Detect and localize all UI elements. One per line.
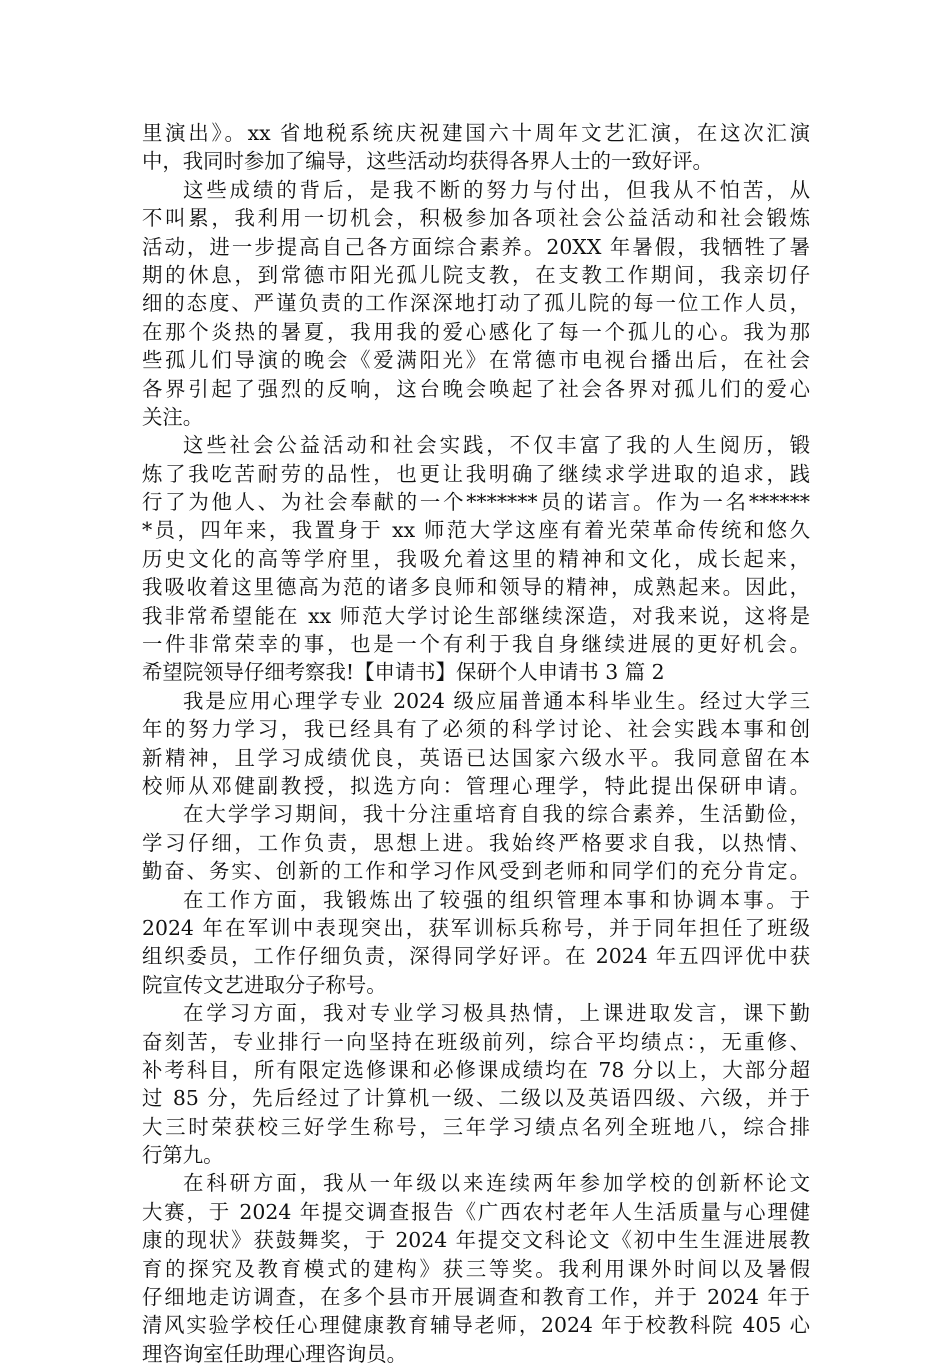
text-line: 校师从邓健副教授，拟选方向：管理心理学，特此提出保研申请。 xyxy=(142,773,810,798)
text-line: 过 85 分，先后经过了计算机一级、二级以及英语四级、六级，并于 xyxy=(142,1086,810,1111)
text-line: 康的现状》获鼓舞奖，于 2024 年提交文科论文《初中生生涯进展教 xyxy=(142,1228,810,1253)
text-line: 学习仔细，工作负责，思想上进。我始终严格要求自我，以热情、 xyxy=(142,830,810,855)
text-line: 组织委员，工作仔细负责，深得同学好评。在 2024 年五四评优中获 xyxy=(142,944,810,969)
text-line: 年的努力学习，我已经具有了必须的科学讨论、社会实践本事和创 xyxy=(142,717,810,742)
text-line: 各界引起了强烈的反响，这台晚会唤起了社会各界对孤儿们的爱心 xyxy=(142,376,810,401)
text-line: 院宣传文艺进取分子称号。 xyxy=(142,972,387,997)
text-line: 不叫累，我利用一切机会，积极参加各项社会公益活动和社会锻炼 xyxy=(142,206,810,231)
text-line: 细的态度、严谨负责的工作深深地打动了孤儿院的每一位工作人员， xyxy=(142,291,810,316)
text-line: 一件非常荣幸的事，也是一个有利于我自身继续进展的更好机会。 xyxy=(142,632,810,657)
text-line: 在科研方面，我从一年级以来连续两年参加学校的创新杯论文 xyxy=(183,1171,810,1196)
text-line: 补考科目，所有限定选修课和必修课成绩均在 78 分以上，大部分超 xyxy=(142,1057,810,1082)
text-line: 清风实验学校任心理健康教育辅导老师，2024 年于校教科院 405 心 xyxy=(142,1313,810,1338)
text-line: 行了为他人、为社会奉献的一个*******员的诺言。作为一名****** xyxy=(142,490,810,515)
text-line: 我吸收着这里德高为范的诸多良师和领导的精神，成熟起来。因此， xyxy=(142,575,810,600)
text-line: 这些社会公益活动和社会实践，不仅丰富了我的人生阅历，锻 xyxy=(183,433,810,458)
text-line: *员，四年来，我置身于 xx 师范大学这座有着光荣革命传统和悠久 xyxy=(142,518,810,543)
text-line: 在大学学习期间，我十分注重培育自我的综合素养，生活勤俭， xyxy=(183,802,810,827)
text-line: 新精神，且学习成绩优良，英语已达国家六级水平。我同意留在本 xyxy=(142,745,810,770)
text-line: 这些成绩的背后，是我不断的努力与付出，但我从不怕苦，从 xyxy=(183,177,810,202)
text-line: 期的休息，到常德市阳光孤儿院支教，在支教工作期间，我亲切仔 xyxy=(142,262,810,287)
text-line: 炼了我吃苦耐劳的品性，也更让我明确了继续求学进取的追求，践 xyxy=(142,461,810,486)
text-line: 在工作方面，我锻炼出了较强的组织管理本事和协调本事。于 xyxy=(183,887,810,912)
text-line: 历史文化的高等学府里，我吸允着这里的精神和文化，成长起来， xyxy=(142,546,810,571)
text-line: 仔细地走访调查，在多个县市开展调查和教育工作，并于 2024 年于 xyxy=(142,1285,810,1310)
text-line: 希望院领导仔细考察我!【申请书】保研个人申请书 3 篇 2 xyxy=(142,660,665,685)
text-line: 奋刻苦，专业排行一向坚持在班级前列，综合平均绩点：，无重修、 xyxy=(142,1029,810,1054)
text-line: 关注。 xyxy=(142,404,204,429)
document-body xyxy=(142,119,810,1368)
text-line: 2024 年在军训中表现突出，获军训标兵称号，并于同年担任了班级 xyxy=(142,915,810,940)
text-line: 我是应用心理学专业 2024 级应届普通本科毕业生。经过大学三 xyxy=(183,688,810,713)
text-line: 些孤儿们导演的晚会《爱满阳光》在常德市电视台播出后，在社会 xyxy=(142,348,810,373)
text-line: 中，我同时参加了编导，这些活动均获得各界人士的一致好评。 xyxy=(142,149,713,174)
text-line: 行第九。 xyxy=(142,1143,224,1168)
text-line: 育的探究及教育模式的建构》获三等奖。我利用课外时间以及暑假 xyxy=(142,1256,810,1281)
text-line: 我非常希望能在 xx 师范大学讨论生部继续深造，对我来说，这将是 xyxy=(142,603,810,628)
text-line: 里演出》。xx 省地税系统庆祝建国六十周年文艺汇演，在这次汇演 xyxy=(142,121,810,145)
text-line: 活动，进一步提高自己各方面综合素养。20XX 年暑假，我牺牲了暑 xyxy=(142,234,810,259)
text-line: 在那个炎热的暑夏，我用我的爱心感化了每一个孤儿的心。我为那 xyxy=(142,319,810,344)
text-line: 勤奋、务实、创新的工作和学习作风受到老师和同学们的充分肯定。 xyxy=(142,859,810,884)
text-line: 在学习方面，我对专业学习极具热情，上课进取发言，课下勤 xyxy=(183,1001,810,1026)
text-line: 大赛，于 2024 年提交调查报告《广西农村老年人生活质量与心理健 xyxy=(142,1199,810,1224)
text-line: 大三时荣获校三好学生称号，三年学习绩点名列全班地八，综合排 xyxy=(142,1114,810,1139)
text-line: 理咨询室任助理心理咨询员。 xyxy=(142,1341,408,1366)
